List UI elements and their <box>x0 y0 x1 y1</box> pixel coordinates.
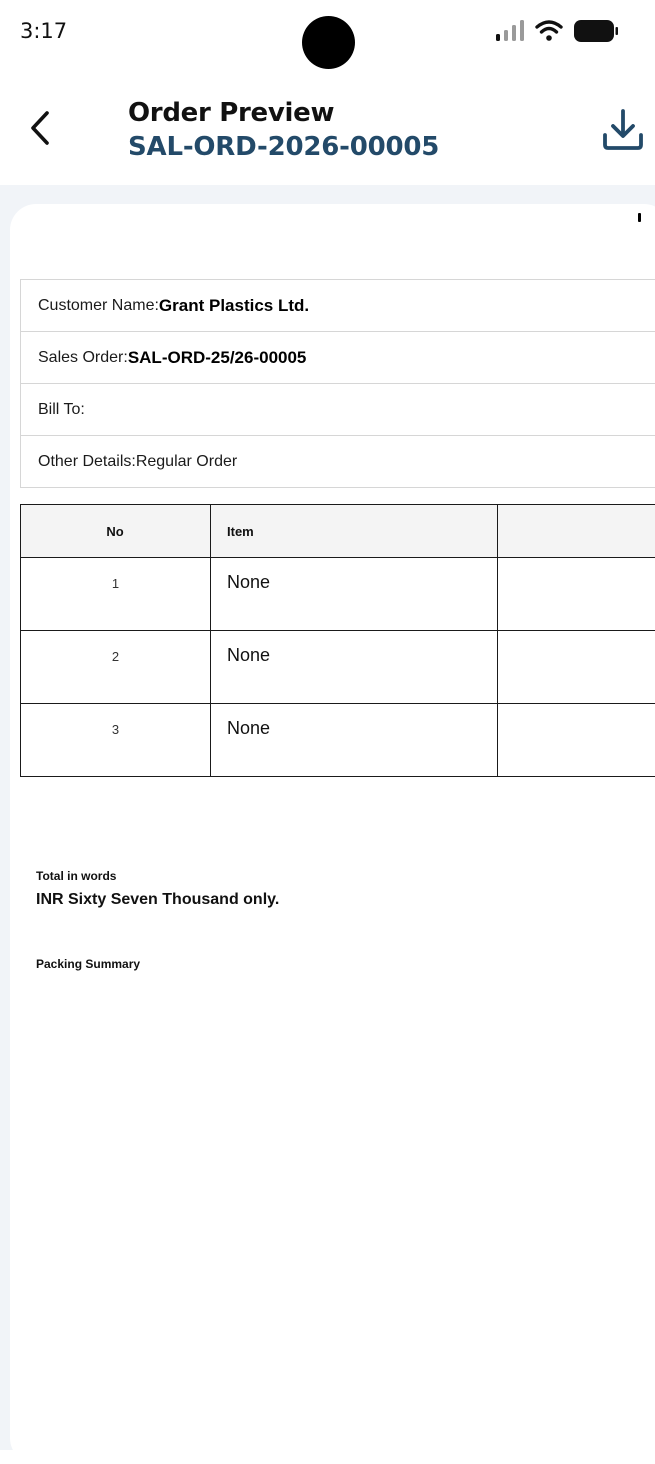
table-row <box>21 704 655 777</box>
download-icon <box>601 107 645 156</box>
row-extra <box>498 704 655 777</box>
customer-name-label: Customer Name: <box>38 297 159 315</box>
row-number: 1 <box>21 558 211 631</box>
packing-summary-label: Packing Summary <box>36 957 140 971</box>
column-header-item: Item <box>211 505 498 558</box>
table-row <box>21 631 655 704</box>
other-details-value: Regular Order <box>136 453 237 471</box>
row-item: None <box>211 704 498 777</box>
total-in-words-value: INR Sixty Seven Thousand only. <box>36 891 279 909</box>
battery-icon <box>573 19 619 48</box>
status-bar <box>0 0 655 70</box>
order-info-table <box>20 279 655 488</box>
sales-order-label: Sales Order: <box>38 349 128 367</box>
other-details-label: Other Details: <box>38 453 136 471</box>
signal-icon <box>495 20 525 47</box>
row-extra <box>498 631 655 704</box>
table-header-row <box>21 505 655 558</box>
back-button[interactable] <box>20 108 60 152</box>
chevron-left-icon <box>27 110 53 151</box>
document-preview[interactable] <box>10 204 655 1464</box>
customer-name-value: Grant Plastics Ltd. <box>159 296 309 316</box>
bill-to-label: Bill To: <box>38 401 85 419</box>
customer-name-row <box>20 279 655 332</box>
column-header-no: No <box>21 505 211 558</box>
bill-to-row <box>20 383 655 436</box>
row-item: None <box>211 558 498 631</box>
page-title: Order Preview <box>128 98 334 128</box>
status-icons <box>495 20 619 46</box>
wifi-icon <box>535 20 563 47</box>
sales-order-row <box>20 331 655 384</box>
row-number: 3 <box>21 704 211 777</box>
total-in-words-label: Total in words <box>36 869 116 883</box>
column-header-extra <box>498 505 655 558</box>
download-button[interactable] <box>598 106 648 156</box>
document-edge-mark <box>638 213 641 222</box>
items-table <box>20 504 655 777</box>
sales-order-value: SAL-ORD-25/26-00005 <box>128 348 307 368</box>
app-header <box>0 70 655 185</box>
other-details-row <box>20 435 655 488</box>
row-number: 2 <box>21 631 211 704</box>
row-item: None <box>211 631 498 704</box>
row-extra <box>498 558 655 631</box>
order-number: SAL-ORD-2026-00005 <box>128 132 439 162</box>
camera-cutout <box>302 16 355 69</box>
table-row <box>21 558 655 631</box>
status-time: 3:17 <box>20 19 67 43</box>
